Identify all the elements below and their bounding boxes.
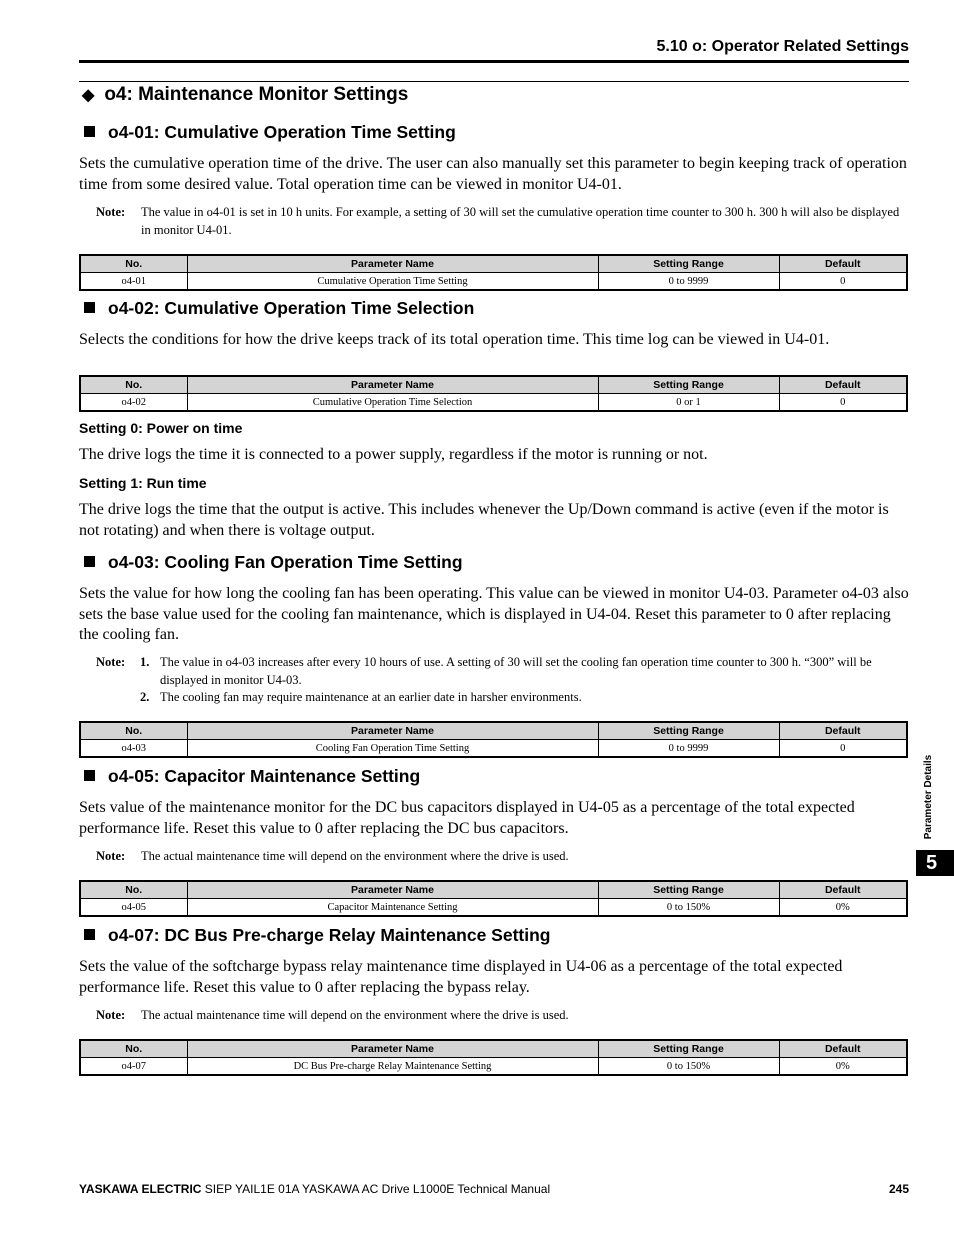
table-row: [80, 740, 907, 758]
note-label: Note:: [96, 849, 126, 863]
header-name: Parameter Name: [187, 1040, 598, 1058]
table-header-row: [80, 1040, 907, 1058]
cell-default: 0%: [779, 1058, 907, 1076]
header-range: Setting Range: [598, 376, 779, 394]
parameter-table-o4-02: [79, 375, 908, 412]
footer-brand: YASKAWA ELECTRIC: [79, 1182, 202, 1196]
diamond-bullet-icon: ◆: [82, 87, 95, 104]
section-title-text: o4: Maintenance Monitor Settings: [104, 84, 409, 105]
header-range: Setting Range: [598, 255, 779, 273]
header-rule-thin: [79, 81, 909, 82]
side-tab-label: Parameter Details: [923, 754, 934, 840]
setting-1-text: The drive logs the time that the output is active. This includes whenever the Up/Down command is active (even if the motor is not rotating) and when there is voltage output.: [79, 501, 889, 539]
header-default: Default: [779, 255, 907, 273]
cell-no: o4-05: [80, 899, 187, 917]
cell-default: 0%: [779, 899, 907, 917]
note-text: The actual maintenance time will depend on the environment where the drive is used.: [141, 849, 569, 863]
note-o4-01: [96, 204, 911, 239]
parameter-table-o4-03: [79, 721, 908, 758]
header-default: Default: [779, 881, 907, 899]
cell-range: 0 to 150%: [598, 899, 779, 917]
note-label: Note:: [96, 655, 126, 669]
cell-default: 0: [779, 273, 907, 291]
subsection-title-text: o4-02: Cumulative Operation Time Selection: [108, 298, 475, 318]
parameter-table-o4-01: [79, 254, 908, 291]
section-title: [82, 84, 408, 106]
note-text: The value in o4-01 is set in 10 h units. For example, a setting of 30 will set the cumulative operation time counter to 300 h. 300 h will also be displayed in monitor U4-01.: [141, 205, 900, 237]
note-text: The value in o4-03 increases after every 10 hours of use. A setting of 30 will set the cooling fan operation time counter to 300 h. “300” will be displayed in monitor U4-03.: [160, 655, 872, 687]
cell-range: 0 to 9999: [598, 740, 779, 758]
header-range: Setting Range: [598, 881, 779, 899]
header-no: No.: [80, 881, 187, 899]
paragraph-o4-07: Sets the value of the softcharge bypass relay maintenance time displayed in U4-06 as a percentage of the total expected performance life. Reset this value to 0 after replacing the bypass relay.: [79, 958, 843, 996]
square-bullet-icon: [84, 770, 95, 781]
header-default: Default: [779, 722, 907, 740]
cell-name: Cumulative Operation Time Selection: [187, 394, 598, 412]
note-item-1: [96, 654, 911, 689]
note-o4-05: [96, 848, 911, 866]
cell-name: Cumulative Operation Time Setting: [187, 273, 598, 291]
subsection-title-o4-02: [84, 298, 474, 319]
table-row: [80, 899, 907, 917]
header-default: Default: [779, 1040, 907, 1058]
header-range: Setting Range: [598, 1040, 779, 1058]
note-text: The cooling fan may require maintenance at an earlier date in harsher environments.: [160, 690, 582, 704]
table-header-row: [80, 722, 907, 740]
note-text: The actual maintenance time will depend on the environment where the drive is used.: [141, 1008, 569, 1022]
table-row: [80, 394, 907, 412]
header-name: Parameter Name: [187, 255, 598, 273]
cell-name: Capacitor Maintenance Setting: [187, 899, 598, 917]
header-range: Setting Range: [598, 722, 779, 740]
note-o4-07: [96, 1007, 911, 1025]
cell-name: DC Bus Pre-charge Relay Maintenance Setting: [187, 1058, 598, 1076]
paragraph-o4-02: Selects the conditions for how the drive keeps track of its total operation time. This time log can be viewed in U4-01.: [79, 331, 830, 348]
subsection-title-text: o4-05: Capacitor Maintenance Setting: [108, 766, 421, 786]
cell-no: o4-02: [80, 394, 187, 412]
page-number: 245: [888, 1182, 909, 1196]
table-header-row: [80, 376, 907, 394]
cell-range: 0 or 1: [598, 394, 779, 412]
header-name: Parameter Name: [187, 376, 598, 394]
parameter-table-o4-05: [79, 880, 908, 917]
header-rule: [79, 60, 909, 63]
note-item-2: [96, 689, 911, 707]
note-number: 1.: [140, 655, 150, 669]
table-header-row: [80, 881, 907, 899]
table-row: [80, 273, 907, 291]
cell-no: o4-07: [80, 1058, 187, 1076]
paragraph-o4-05: Sets value of the maintenance monitor for the DC bus capacitors displayed in U4-05 as a percentage of the total expected performance life. Reset this value to 0 after replacing the DC bus capacitors.: [79, 799, 855, 837]
square-bullet-icon: [84, 126, 95, 137]
cell-no: o4-03: [80, 740, 187, 758]
footer-doc: SIEP YAIL1E 01A YASKAWA AC Drive L1000E Technical Manual: [201, 1182, 551, 1196]
header-default: Default: [779, 376, 907, 394]
footer: [79, 1182, 550, 1196]
header-name: Parameter Name: [187, 722, 598, 740]
header-name: Parameter Name: [187, 881, 598, 899]
header-no: No.: [80, 722, 187, 740]
running-header: 5.10 o: Operator Related Settings: [656, 38, 909, 55]
parameter-table-o4-07: [79, 1039, 908, 1076]
subsection-title-o4-05: [84, 766, 420, 787]
table-header-row: [80, 255, 907, 273]
note-number: 2.: [140, 690, 150, 704]
cell-range: 0 to 150%: [598, 1058, 779, 1076]
setting-0-heading: Setting 0: Power on time: [79, 420, 243, 436]
subsection-title-text: o4-03: Cooling Fan Operation Time Setting: [108, 552, 463, 572]
cell-default: 0: [779, 394, 907, 412]
square-bullet-icon: [84, 556, 95, 567]
note-o4-03: [96, 654, 911, 707]
cell-range: 0 to 9999: [598, 273, 779, 291]
note-label: Note:: [96, 1008, 126, 1022]
subsection-title-text: o4-01: Cumulative Operation Time Setting: [108, 122, 456, 142]
table-row: [80, 1058, 907, 1076]
cell-no: o4-01: [80, 273, 187, 291]
setting-0-text: The drive logs the time it is connected to a power supply, regardless if the motor is running or not.: [79, 446, 708, 463]
setting-1-heading: Setting 1: Run time: [79, 475, 207, 491]
cell-name: Cooling Fan Operation Time Setting: [187, 740, 598, 758]
cell-default: 0: [779, 740, 907, 758]
header-no: No.: [80, 376, 187, 394]
square-bullet-icon: [84, 302, 95, 313]
square-bullet-icon: [84, 929, 95, 940]
paragraph-o4-03: Sets the value for how long the cooling fan has been operating. This value can be viewed in monitor U4-03. Parameter o4-03 also sets the base value used for the cooling fan maintenance, which is displayed in U4-04. Reset this parameter to 0 after replacing the cooling fan.: [79, 585, 909, 643]
paragraph-o4-01: Sets the cumulative operation time of the drive. The user can also manually set this parameter to begin keeping track of operation time from some desired value. Total operation time can be viewed in monitor U4-01.: [79, 155, 907, 193]
note-label: Note:: [96, 205, 126, 219]
header-no: No.: [80, 1040, 187, 1058]
subsection-title-o4-07: [84, 925, 550, 946]
subsection-title-o4-01: [84, 122, 456, 143]
subsection-title-text: o4-07: DC Bus Pre-charge Relay Maintenance Setting: [108, 925, 551, 945]
chapter-tab: 5: [916, 850, 954, 876]
subsection-title-o4-03: [84, 552, 463, 573]
header-no: No.: [80, 255, 187, 273]
